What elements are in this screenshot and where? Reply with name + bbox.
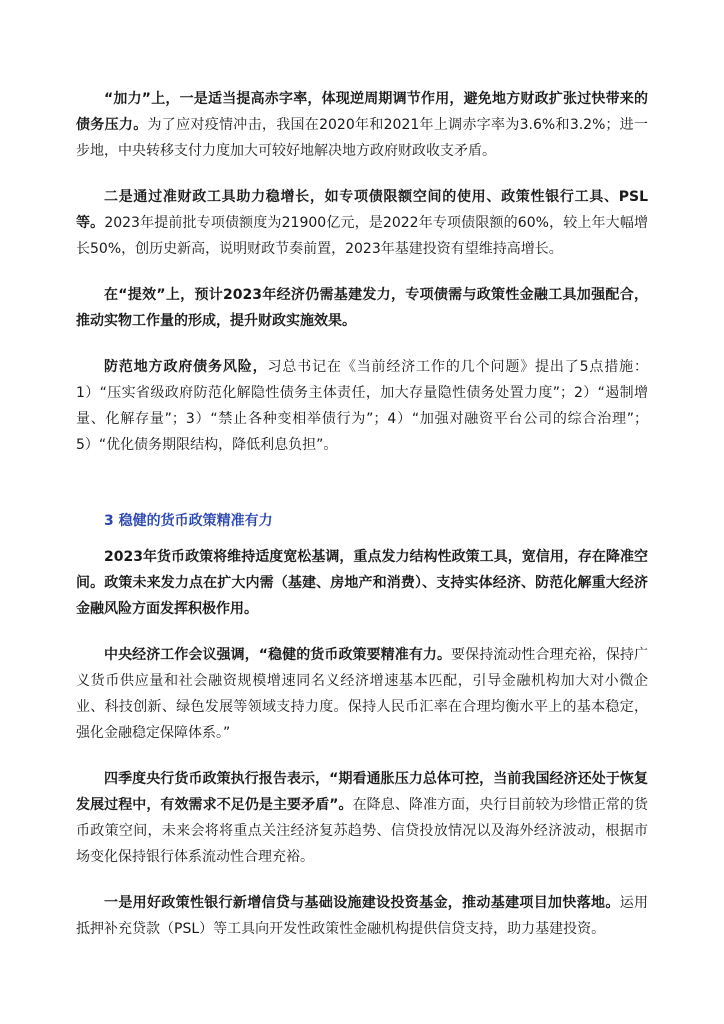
paragraph-lead: 中央经济工作会议强调，“稳健的货币政策要精准有力。 <box>104 647 452 663</box>
paragraph-lead: 在“提效”上，预计2023年经济仍需基建发力，专项债需与政策性金融工具加强配合，推动实物工作量的形成，提升财政实施效果。 <box>76 287 648 329</box>
paragraph-text: 习总书记在《当前经济工作的几个问题》提出了5点措施：1）“压实省级政府防范化解隐性债务主体责任，加大存量隐性债务处置力度”；2）“遏制增量、化解存量”；3）“禁止各种变相举债行为”；4）“加强对融资平台公司的综合治理”；5）“优化债务期限结构，降低利息负担”。 <box>76 359 649 453</box>
section-spacer <box>76 478 648 508</box>
paragraph-efficiency <box>76 282 648 334</box>
paragraph-text: 为了应对疫情冲击，我国在2020年和2021年上调赤字率为3.6%和3.2%；进一步地，中央转移支付力度加大可较好地解决地方政府财政收支矛盾。 <box>76 117 648 159</box>
paragraph-quasi-fiscal-tools <box>76 184 648 262</box>
paragraph-fiscal-intensity <box>76 86 648 164</box>
paragraph-local-debt-risk <box>76 354 648 458</box>
paragraph-lead: 二是通过准财政工具助力稳增长，如专项债限额空间的使用、政策性银行工具、PSL等。 <box>76 189 648 231</box>
document-body <box>76 86 648 962</box>
paragraph-lead: 防范地方政府债务风险， <box>104 359 268 375</box>
paragraph-lead: 四季度央行货币政策执行报告表示，“期看通胀压力总体可控，当前我国经济还处于恢复发展过程中，有效需求不足仍是主要矛盾”。 <box>76 771 648 813</box>
paragraph-text: 在降息、降准方面，央行目前较为珍惜正常的货币政策空间，未来会将将重点关注经济复苏趋势、信贷投放情况以及海外经济波动，根据市场变化保持银行体系流动性合理充裕。 <box>76 797 649 865</box>
paragraph-lead: 一是用好政策性银行新增信贷与基础设施建设投资基金，推动基建项目加快落地。 <box>104 895 620 911</box>
section-heading: 3 稳健的货币政策精准有力 <box>104 513 273 529</box>
paragraph-policy-banks <box>76 890 648 942</box>
paragraph-cewc <box>76 642 648 746</box>
paragraph-pboc-report <box>76 766 648 870</box>
paragraph-text: 运用抵押补充贷款（PSL）等工具向开发性政策性金融机构提供信贷支持，助力基建投资。 <box>76 895 649 937</box>
paragraph-text: 要保持流动性合理充裕，保持广义货币供应量和社会融资规模增速同名义经济增速基本匹配，引导金融机构加大对小微企业、科技创新、绿色发展等领域支持力度。保持人民币汇率在合理均衡水平上的基本稳定，强化金融稳定保障体系。” <box>76 647 649 741</box>
paragraph-lead: 2023年货币政策将维持适度宽松基调，重点发力结构性政策工具，宽信用，存在降准空间。政策未来发力点在扩大内需（基建、房地产和消费）、支持实体经济、防范化解重大经济金融风险方面发挥积极作用。 <box>76 549 648 617</box>
paragraph-text: 2023年提前批专项债额度为21900亿元，是2022年专项债限额的60%，较上年大幅增长50%，创历史新高，说明财政节奏前置，2023年基建投资有望维持高增长。 <box>76 215 648 257</box>
paragraph-monetary-tone <box>76 544 648 622</box>
paragraph-lead: “加力”上，一是适当提高赤字率，体现逆周期调节作用，避免地方财政扩张过快带来的债务压力。 <box>76 91 648 133</box>
